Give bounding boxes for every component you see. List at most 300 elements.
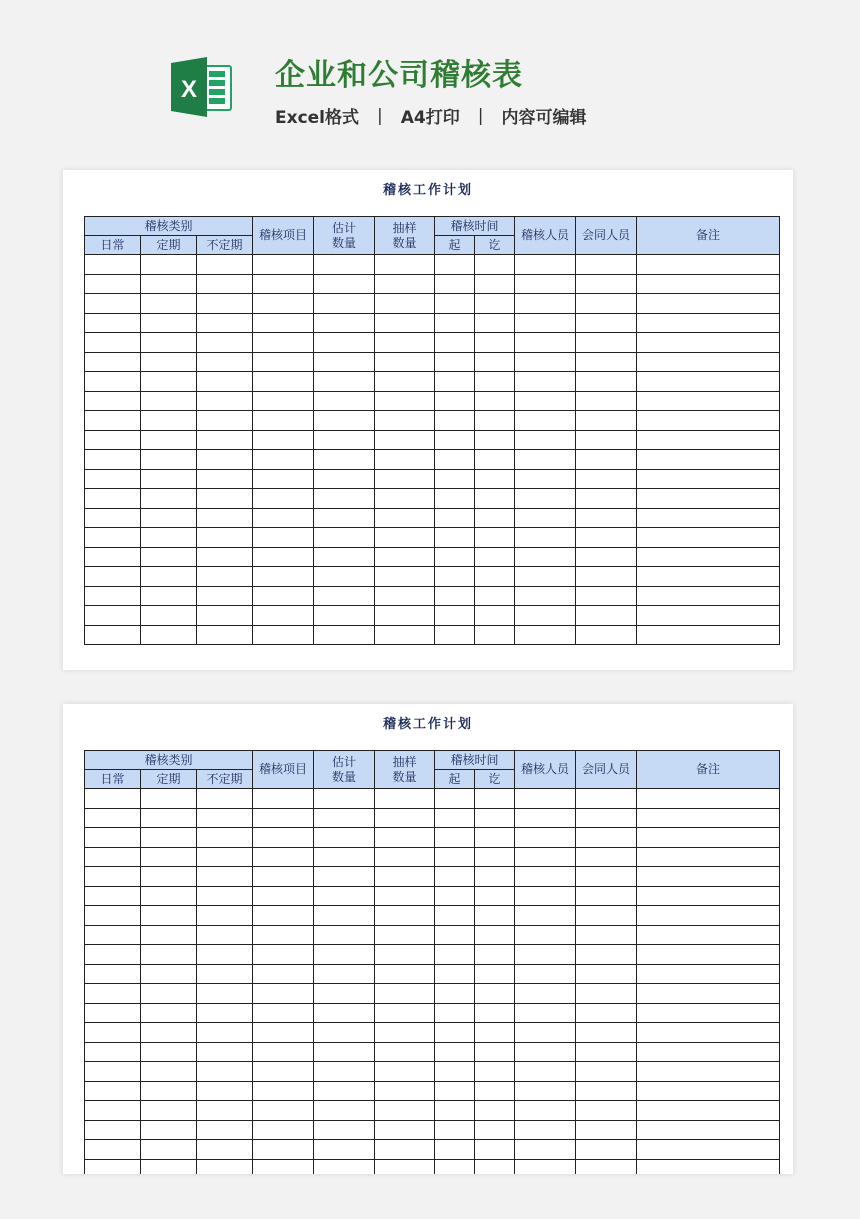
table-cell[interactable] xyxy=(637,352,780,372)
table-cell[interactable] xyxy=(576,1003,637,1023)
table-cell[interactable] xyxy=(637,847,780,867)
table-cell[interactable] xyxy=(515,391,576,411)
table-cell[interactable] xyxy=(314,945,375,965)
table-cell[interactable] xyxy=(375,450,435,470)
table-cell[interactable] xyxy=(141,867,197,887)
table-cell[interactable] xyxy=(141,1081,197,1101)
table-cell[interactable] xyxy=(576,274,637,294)
table-cell[interactable] xyxy=(141,528,197,548)
table-cell[interactable] xyxy=(314,867,375,887)
table-cell[interactable] xyxy=(435,333,475,353)
table-cell[interactable] xyxy=(141,430,197,450)
table-cell[interactable] xyxy=(253,925,314,945)
table-cell[interactable] xyxy=(375,828,435,848)
table-cell[interactable] xyxy=(637,411,780,431)
table-cell[interactable] xyxy=(515,450,576,470)
table-cell[interactable] xyxy=(515,469,576,489)
table-cell[interactable] xyxy=(253,567,314,587)
table-cell[interactable] xyxy=(375,411,435,431)
table-cell[interactable] xyxy=(375,808,435,828)
table-cell[interactable] xyxy=(576,1023,637,1043)
table-cell[interactable] xyxy=(515,586,576,606)
table-cell[interactable] xyxy=(253,1101,314,1121)
table-cell[interactable] xyxy=(475,1003,515,1023)
table-cell[interactable] xyxy=(85,313,141,333)
table-cell[interactable] xyxy=(253,469,314,489)
table-cell[interactable] xyxy=(435,1159,475,1174)
table-cell[interactable] xyxy=(475,906,515,926)
table-cell[interactable] xyxy=(375,964,435,984)
table-cell[interactable] xyxy=(141,411,197,431)
table-cell[interactable] xyxy=(197,847,253,867)
table-cell[interactable] xyxy=(375,886,435,906)
table-cell[interactable] xyxy=(141,469,197,489)
table-cell[interactable] xyxy=(475,528,515,548)
table-cell[interactable] xyxy=(314,274,375,294)
table-cell[interactable] xyxy=(375,1042,435,1062)
table-cell[interactable] xyxy=(375,294,435,314)
table-cell[interactable] xyxy=(515,333,576,353)
table-cell[interactable] xyxy=(475,391,515,411)
table-cell[interactable] xyxy=(515,411,576,431)
table-cell[interactable] xyxy=(85,867,141,887)
table-cell[interactable] xyxy=(637,469,780,489)
table-cell[interactable] xyxy=(197,294,253,314)
table-cell[interactable] xyxy=(375,1003,435,1023)
table-cell[interactable] xyxy=(314,294,375,314)
table-cell[interactable] xyxy=(475,789,515,809)
table-cell[interactable] xyxy=(375,508,435,528)
table-cell[interactable] xyxy=(314,469,375,489)
table-cell[interactable] xyxy=(375,625,435,645)
table-cell[interactable] xyxy=(141,984,197,1004)
table-cell[interactable] xyxy=(475,625,515,645)
table-cell[interactable] xyxy=(197,567,253,587)
table-cell[interactable] xyxy=(435,255,475,275)
table-cell[interactable] xyxy=(375,274,435,294)
table-cell[interactable] xyxy=(435,1003,475,1023)
table-cell[interactable] xyxy=(253,1159,314,1174)
table-cell[interactable] xyxy=(515,964,576,984)
table-cell[interactable] xyxy=(85,1081,141,1101)
table-cell[interactable] xyxy=(141,886,197,906)
table-cell[interactable] xyxy=(85,294,141,314)
table-cell[interactable] xyxy=(435,567,475,587)
table-cell[interactable] xyxy=(435,906,475,926)
table-cell[interactable] xyxy=(515,567,576,587)
table-cell[interactable] xyxy=(253,547,314,567)
table-cell[interactable] xyxy=(475,808,515,828)
table-cell[interactable] xyxy=(253,828,314,848)
table-cell[interactable] xyxy=(435,372,475,392)
table-cell[interactable] xyxy=(515,1101,576,1121)
table-cell[interactable] xyxy=(576,808,637,828)
table-cell[interactable] xyxy=(197,984,253,1004)
table-cell[interactable] xyxy=(253,411,314,431)
table-cell[interactable] xyxy=(375,867,435,887)
table-cell[interactable] xyxy=(314,391,375,411)
table-cell[interactable] xyxy=(314,1159,375,1174)
table-cell[interactable] xyxy=(141,1101,197,1121)
table-cell[interactable] xyxy=(85,1023,141,1043)
table-cell[interactable] xyxy=(85,1003,141,1023)
table-cell[interactable] xyxy=(576,586,637,606)
table-cell[interactable] xyxy=(475,1120,515,1140)
table-cell[interactable] xyxy=(637,1003,780,1023)
table-cell[interactable] xyxy=(375,1081,435,1101)
table-cell[interactable] xyxy=(253,789,314,809)
table-cell[interactable] xyxy=(515,1003,576,1023)
table-cell[interactable] xyxy=(435,1140,475,1160)
table-cell[interactable] xyxy=(141,547,197,567)
table-cell[interactable] xyxy=(515,313,576,333)
table-cell[interactable] xyxy=(515,1140,576,1160)
table-cell[interactable] xyxy=(141,489,197,509)
table-cell[interactable] xyxy=(253,808,314,828)
table-cell[interactable] xyxy=(197,625,253,645)
table-cell[interactable] xyxy=(475,1140,515,1160)
table-cell[interactable] xyxy=(141,625,197,645)
table-cell[interactable] xyxy=(85,828,141,848)
table-cell[interactable] xyxy=(475,508,515,528)
table-cell[interactable] xyxy=(253,625,314,645)
table-cell[interactable] xyxy=(576,1062,637,1082)
table-cell[interactable] xyxy=(637,1120,780,1140)
table-cell[interactable] xyxy=(85,469,141,489)
table-cell[interactable] xyxy=(197,886,253,906)
table-cell[interactable] xyxy=(253,508,314,528)
table-cell[interactable] xyxy=(314,372,375,392)
table-cell[interactable] xyxy=(475,567,515,587)
table-cell[interactable] xyxy=(576,294,637,314)
table-cell[interactable] xyxy=(637,508,780,528)
table-cell[interactable] xyxy=(637,528,780,548)
table-cell[interactable] xyxy=(314,508,375,528)
table-cell[interactable] xyxy=(85,255,141,275)
table-cell[interactable] xyxy=(85,789,141,809)
table-cell[interactable] xyxy=(314,450,375,470)
table-cell[interactable] xyxy=(576,567,637,587)
table-cell[interactable] xyxy=(576,411,637,431)
table-cell[interactable] xyxy=(314,1101,375,1121)
table-cell[interactable] xyxy=(197,1062,253,1082)
table-cell[interactable] xyxy=(253,1042,314,1062)
table-cell[interactable] xyxy=(197,333,253,353)
table-cell[interactable] xyxy=(197,906,253,926)
table-cell[interactable] xyxy=(375,1140,435,1160)
table-cell[interactable] xyxy=(85,528,141,548)
table-cell[interactable] xyxy=(576,1120,637,1140)
table-cell[interactable] xyxy=(141,1140,197,1160)
table-cell[interactable] xyxy=(515,606,576,626)
table-cell[interactable] xyxy=(475,586,515,606)
table-cell[interactable] xyxy=(85,586,141,606)
table-cell[interactable] xyxy=(375,906,435,926)
table-cell[interactable] xyxy=(375,984,435,1004)
table-cell[interactable] xyxy=(435,313,475,333)
table-cell[interactable] xyxy=(637,430,780,450)
table-cell[interactable] xyxy=(197,411,253,431)
table-cell[interactable] xyxy=(85,508,141,528)
table-cell[interactable] xyxy=(314,528,375,548)
table-cell[interactable] xyxy=(515,1062,576,1082)
table-cell[interactable] xyxy=(314,1120,375,1140)
table-cell[interactable] xyxy=(576,828,637,848)
table-cell[interactable] xyxy=(576,886,637,906)
table-cell[interactable] xyxy=(85,847,141,867)
table-cell[interactable] xyxy=(435,945,475,965)
table-cell[interactable] xyxy=(435,430,475,450)
table-cell[interactable] xyxy=(475,1023,515,1043)
table-cell[interactable] xyxy=(314,1140,375,1160)
table-cell[interactable] xyxy=(515,508,576,528)
table-cell[interactable] xyxy=(435,828,475,848)
table-cell[interactable] xyxy=(475,606,515,626)
table-cell[interactable] xyxy=(515,528,576,548)
table-cell[interactable] xyxy=(637,984,780,1004)
table-cell[interactable] xyxy=(141,333,197,353)
table-cell[interactable] xyxy=(435,508,475,528)
table-cell[interactable] xyxy=(197,925,253,945)
table-cell[interactable] xyxy=(576,547,637,567)
table-cell[interactable] xyxy=(475,847,515,867)
table-cell[interactable] xyxy=(637,867,780,887)
table-cell[interactable] xyxy=(515,867,576,887)
table-cell[interactable] xyxy=(141,391,197,411)
table-cell[interactable] xyxy=(576,964,637,984)
table-cell[interactable] xyxy=(141,586,197,606)
table-cell[interactable] xyxy=(253,391,314,411)
table-cell[interactable] xyxy=(141,567,197,587)
table-cell[interactable] xyxy=(85,547,141,567)
table-cell[interactable] xyxy=(314,313,375,333)
table-cell[interactable] xyxy=(637,945,780,965)
table-cell[interactable] xyxy=(141,945,197,965)
table-cell[interactable] xyxy=(375,789,435,809)
table-cell[interactable] xyxy=(197,469,253,489)
table-cell[interactable] xyxy=(375,847,435,867)
table-cell[interactable] xyxy=(576,1042,637,1062)
table-cell[interactable] xyxy=(141,1003,197,1023)
table-cell[interactable] xyxy=(435,867,475,887)
table-cell[interactable] xyxy=(515,274,576,294)
table-cell[interactable] xyxy=(253,906,314,926)
table-cell[interactable] xyxy=(253,528,314,548)
table-cell[interactable] xyxy=(141,847,197,867)
table-cell[interactable] xyxy=(197,489,253,509)
table-cell[interactable] xyxy=(475,547,515,567)
table-cell[interactable] xyxy=(435,1062,475,1082)
table-cell[interactable] xyxy=(435,1023,475,1043)
table-cell[interactable] xyxy=(576,333,637,353)
table-cell[interactable] xyxy=(85,886,141,906)
table-cell[interactable] xyxy=(85,450,141,470)
table-cell[interactable] xyxy=(197,586,253,606)
table-cell[interactable] xyxy=(515,547,576,567)
table-cell[interactable] xyxy=(475,333,515,353)
table-cell[interactable] xyxy=(85,808,141,828)
table-cell[interactable] xyxy=(475,294,515,314)
table-cell[interactable] xyxy=(637,808,780,828)
table-cell[interactable] xyxy=(197,1120,253,1140)
table-cell[interactable] xyxy=(141,508,197,528)
table-cell[interactable] xyxy=(375,1120,435,1140)
table-cell[interactable] xyxy=(515,886,576,906)
table-cell[interactable] xyxy=(576,469,637,489)
table-cell[interactable] xyxy=(314,333,375,353)
table-cell[interactable] xyxy=(253,1062,314,1082)
table-cell[interactable] xyxy=(637,828,780,848)
table-cell[interactable] xyxy=(85,372,141,392)
table-cell[interactable] xyxy=(515,625,576,645)
table-cell[interactable] xyxy=(85,984,141,1004)
table-cell[interactable] xyxy=(197,1159,253,1174)
table-cell[interactable] xyxy=(475,372,515,392)
table-cell[interactable] xyxy=(435,847,475,867)
table-cell[interactable] xyxy=(197,606,253,626)
table-cell[interactable] xyxy=(314,255,375,275)
table-cell[interactable] xyxy=(197,391,253,411)
table-cell[interactable] xyxy=(435,1081,475,1101)
table-cell[interactable] xyxy=(253,430,314,450)
table-cell[interactable] xyxy=(141,274,197,294)
table-cell[interactable] xyxy=(435,789,475,809)
table-cell[interactable] xyxy=(576,352,637,372)
table-cell[interactable] xyxy=(197,1140,253,1160)
table-cell[interactable] xyxy=(314,489,375,509)
table-cell[interactable] xyxy=(314,886,375,906)
table-cell[interactable] xyxy=(85,1140,141,1160)
table-cell[interactable] xyxy=(253,886,314,906)
table-cell[interactable] xyxy=(375,469,435,489)
table-cell[interactable] xyxy=(475,925,515,945)
table-cell[interactable] xyxy=(85,625,141,645)
table-cell[interactable] xyxy=(475,945,515,965)
table-cell[interactable] xyxy=(253,1140,314,1160)
table-cell[interactable] xyxy=(197,547,253,567)
table-cell[interactable] xyxy=(375,313,435,333)
table-cell[interactable] xyxy=(475,489,515,509)
table-cell[interactable] xyxy=(576,867,637,887)
table-cell[interactable] xyxy=(475,352,515,372)
table-cell[interactable] xyxy=(515,945,576,965)
table-cell[interactable] xyxy=(253,1081,314,1101)
table-cell[interactable] xyxy=(637,1081,780,1101)
table-cell[interactable] xyxy=(515,372,576,392)
table-cell[interactable] xyxy=(253,372,314,392)
table-cell[interactable] xyxy=(515,847,576,867)
table-cell[interactable] xyxy=(253,964,314,984)
table-cell[interactable] xyxy=(475,1042,515,1062)
table-cell[interactable] xyxy=(515,984,576,1004)
table-cell[interactable] xyxy=(475,1101,515,1121)
table-cell[interactable] xyxy=(85,1159,141,1174)
table-cell[interactable] xyxy=(314,964,375,984)
table-cell[interactable] xyxy=(85,964,141,984)
table-cell[interactable] xyxy=(637,294,780,314)
table-cell[interactable] xyxy=(375,255,435,275)
table-cell[interactable] xyxy=(475,411,515,431)
table-cell[interactable] xyxy=(197,313,253,333)
table-cell[interactable] xyxy=(475,964,515,984)
table-cell[interactable] xyxy=(197,964,253,984)
table-cell[interactable] xyxy=(141,255,197,275)
table-cell[interactable] xyxy=(576,489,637,509)
table-cell[interactable] xyxy=(141,925,197,945)
table-cell[interactable] xyxy=(141,1120,197,1140)
table-cell[interactable] xyxy=(314,430,375,450)
table-cell[interactable] xyxy=(253,847,314,867)
table-cell[interactable] xyxy=(515,789,576,809)
table-cell[interactable] xyxy=(515,294,576,314)
table-cell[interactable] xyxy=(375,567,435,587)
table-cell[interactable] xyxy=(475,984,515,1004)
table-cell[interactable] xyxy=(637,1023,780,1043)
table-cell[interactable] xyxy=(314,1042,375,1062)
table-cell[interactable] xyxy=(576,372,637,392)
table-cell[interactable] xyxy=(576,945,637,965)
table-cell[interactable] xyxy=(576,906,637,926)
table-cell[interactable] xyxy=(435,586,475,606)
table-cell[interactable] xyxy=(253,313,314,333)
table-cell[interactable] xyxy=(435,964,475,984)
table-cell[interactable] xyxy=(515,255,576,275)
table-cell[interactable] xyxy=(253,586,314,606)
table-cell[interactable] xyxy=(475,1081,515,1101)
table-cell[interactable] xyxy=(576,847,637,867)
table-cell[interactable] xyxy=(141,1023,197,1043)
table-cell[interactable] xyxy=(637,274,780,294)
table-cell[interactable] xyxy=(141,1062,197,1082)
table-cell[interactable] xyxy=(85,925,141,945)
table-cell[interactable] xyxy=(85,945,141,965)
table-cell[interactable] xyxy=(435,294,475,314)
table-cell[interactable] xyxy=(253,274,314,294)
table-cell[interactable] xyxy=(637,1159,780,1174)
table-cell[interactable] xyxy=(314,847,375,867)
table-cell[interactable] xyxy=(576,528,637,548)
table-cell[interactable] xyxy=(515,1159,576,1174)
table-cell[interactable] xyxy=(141,964,197,984)
table-cell[interactable] xyxy=(375,352,435,372)
table-cell[interactable] xyxy=(515,906,576,926)
table-cell[interactable] xyxy=(375,333,435,353)
table-cell[interactable] xyxy=(197,274,253,294)
table-cell[interactable] xyxy=(576,313,637,333)
table-cell[interactable] xyxy=(637,586,780,606)
table-cell[interactable] xyxy=(515,489,576,509)
table-cell[interactable] xyxy=(475,430,515,450)
table-cell[interactable] xyxy=(85,352,141,372)
table-cell[interactable] xyxy=(475,867,515,887)
table-cell[interactable] xyxy=(197,372,253,392)
table-cell[interactable] xyxy=(515,925,576,945)
table-cell[interactable] xyxy=(375,391,435,411)
table-cell[interactable] xyxy=(637,313,780,333)
table-cell[interactable] xyxy=(475,1062,515,1082)
table-cell[interactable] xyxy=(637,391,780,411)
table-cell[interactable] xyxy=(435,411,475,431)
table-cell[interactable] xyxy=(637,1062,780,1082)
table-cell[interactable] xyxy=(435,489,475,509)
table-cell[interactable] xyxy=(475,274,515,294)
table-cell[interactable] xyxy=(197,255,253,275)
table-cell[interactable] xyxy=(576,1101,637,1121)
table-cell[interactable] xyxy=(314,1081,375,1101)
table-cell[interactable] xyxy=(515,352,576,372)
table-cell[interactable] xyxy=(515,430,576,450)
table-cell[interactable] xyxy=(197,1042,253,1062)
